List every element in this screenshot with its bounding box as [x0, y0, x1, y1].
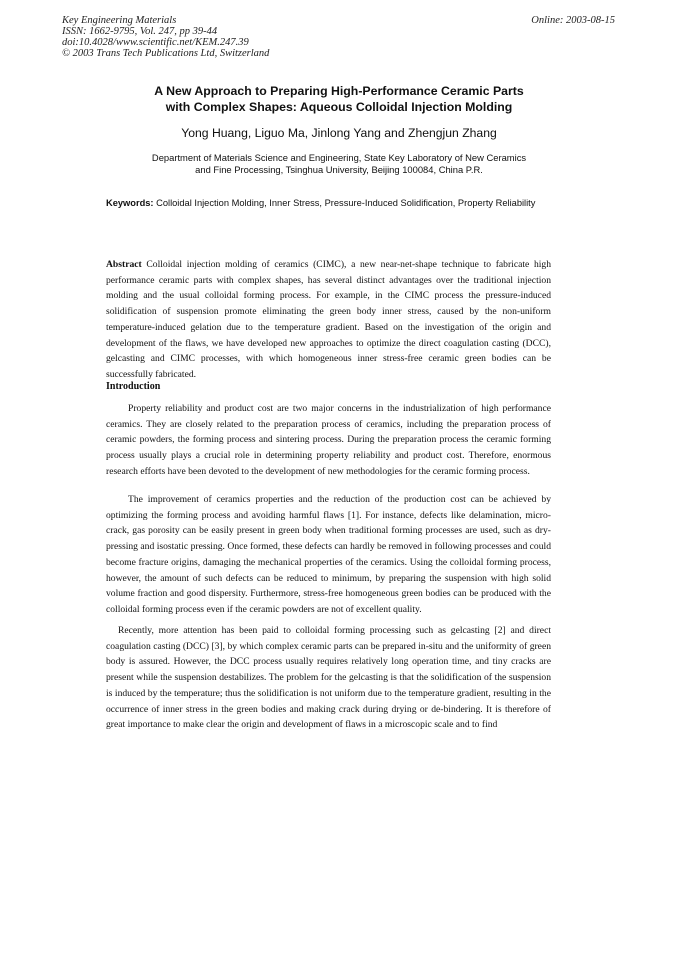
author-list: Yong Huang, Liguo Ma, Jinlong Yang and Zhengjun Zhang — [181, 126, 497, 140]
journal-header — [62, 15, 269, 59]
abstract-text: Colloidal injection molding of ceramics (CIMC), a new near-net-shape technique to fabricate high performance ceramic parts with complex shapes, has several distinct advantages over the traditional injection molding and the usual colloidal forming process. For example, in the CIMC process the pressure-induced solidification of suspension promote eliminating the green body inner stress, caused by the non-uniform temperature-induced gelation due to the temperature gradient. Based on the investigation of the origin and development of the flaws, we have developed new approaches to optimize the direct coagulation casting (DCC), gelcasting and CIMC processes, with which homogeneous inner stress-free ceramic green bodies can be successfully fabricated. — [106, 259, 551, 380]
intro-paragraph-2: The improvement of ceramics properties and the reduction of the production cost can be achieved by optimizing the forming process and avoiding harmful flaws [1]. For instance, defects like delamination, micro-crack, gas porosity can be easily present in green body when traditional forming processes are used, such as dry-pressing and isostatic pressing. Once formed, these defects can hardly be removed in following processes and could become fracture origins, damaging the mechanical properties of the ceramics. Using the colloidal forming process, however, the amount of such defects can be reduced to minimum, by preparing the suspension with high solid volume fraction and good dispersity. Furthermore, stress-free homogeneous green bodies can be produced with the colloidal forming process even if the ceramic powders are not of excellent quality. — [106, 494, 551, 615]
keywords-label: Keywords: — [106, 198, 154, 208]
paper-title — [60, 84, 618, 115]
copyright-line: © 2003 Trans Tech Publications Ltd, Switzerland — [62, 48, 270, 59]
issn-line: ISSN: 1662-9795, Vol. 247, pp 39-44 — [62, 26, 218, 37]
keywords-text: Colloidal Injection Molding, Inner Stress, Pressure-Induced Solidification, Property Reliability — [156, 198, 536, 208]
online-date: Online: 2003-08-15 — [531, 15, 615, 26]
keywords — [106, 197, 546, 209]
intro-paragraph-3: Recently, more attention has been paid to colloidal forming processing such as gelcasting [2] and direct coagulation casting (DCC) [3], by which complex ceramic parts can be prepared in-situ and the uniformity of green body is assured. However, the DCC process usually requires relatively long operation time, and tiny cracks are present while the suspension destabilizes. The problem for the gelcasting is that the solidification of the suspension is induced by the temperature; thus the solidification is not uniform due to the temperature gradient, resulting in the occurrence of inner stress in the green bodies and making crack during drying or de-bindering. It is therefore of great importance to make clear the origin and development of flaws in a microscopic scale and to find — [106, 625, 551, 731]
introduction-heading: Introduction — [106, 381, 161, 392]
abstract — [106, 257, 551, 383]
affiliation-line-1: Department of Materials Science and Engineering, State Key Laboratory of New Ceramics — [151, 152, 527, 163]
affiliation — [60, 152, 618, 176]
affiliation-line-2: and Fine Processing, Tsinghua University, Beijing 100084, China P.R. — [195, 164, 483, 175]
doi-line: doi:10.4028/www.scientific.net/KEM.247.39 — [62, 37, 249, 48]
title-line-2: with Complex Shapes: Aqueous Colloidal Injection Molding — [165, 99, 513, 114]
intro-paragraph-1: Property reliability and product cost are two major concerns in the industrialization of high performance ceramics. They are closely related to the preparation process of ceramics, including the preparation process of ceramic powders, the forming process and sintering process. During the preparation process the ceramic forming process usually plays a crucial role in determining property reliability and product cost. Therefore, enormous research efforts have been devoted to the development of new methodologies for the ceramic forming process. — [106, 403, 551, 477]
title-line-1: A New Approach to Preparing High-Performance Ceramic Parts — [154, 84, 524, 98]
abstract-label: Abstract — [106, 259, 142, 270]
journal-name: Key Engineering Materials — [62, 15, 177, 26]
